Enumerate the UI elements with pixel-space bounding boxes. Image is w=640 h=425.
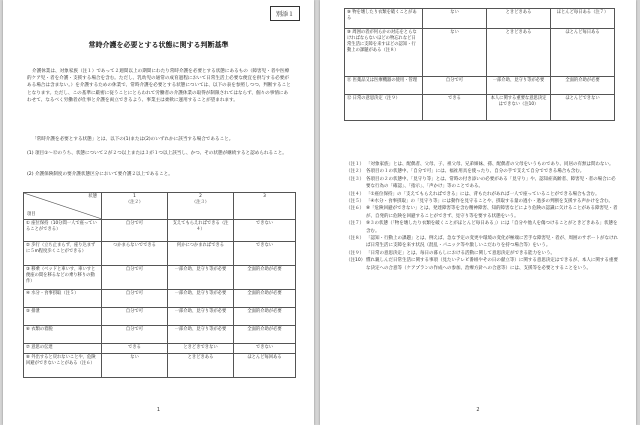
note-item: （注２） 各項目の１の状態中、「自分で可」には、福祉用具を使ったり、自分の手で支えて自分でできる場合も含む。 [346, 169, 585, 175]
table-row: ⑦ 意思の伝達 できる ときどきできない できない [24, 344, 296, 354]
note-item: （注８） 「認知・行動上の課題」とは、例えば、急な予定の変更や環境の変化が極端に苦手な障害児・者が、周囲のサポートがなければ日常生活に支障を来す状況（混乱・パニック等や激しいこだわりを持つ場合等）をいう。 [346, 236, 618, 249]
document-title: 常時介護を必要とする状態に関する判断基準 [88, 41, 229, 49]
table-row: ⑫ 日常の意思決定（注９） できる 本人に関する重要な意思決定はできない（注10） ほとんどできない [345, 95, 615, 121]
note-item: （注５） 「④水分・食事摂取」の「見守り等」には動作を見守ることや、摂取する量の過小・過多の判断を支援する声かけを含む。 [346, 199, 613, 205]
note-item: （注６） ⑧「危険回避ができない」とは、発達障害等を含む精神障害、知的障害などにより危険の認識に欠けることがある障害児・者が、自発的に危険を回避することができず、見守り等を要する状態をいう。 [346, 206, 618, 219]
page-number: 2 [476, 407, 480, 413]
header-item-label: 項目 [27, 212, 36, 217]
document-page-2 [320, 0, 636, 425]
table-row: ⑪ 医薬品又は医療機器の使用・管理 自分で可 一部介助、見守り等が必要 全面的介助が必要 [345, 77, 615, 95]
note-item: （注９） 「日常の意思決定」とは、毎日の暮らしにおける活動に関して意思決定ができる能力をいう。 [346, 250, 555, 256]
table-row: ⑤ 排泄 自分で可 一部介助、見守り等が必要 全面的介助が必要 [24, 308, 296, 326]
intro-paragraph: 介護休業は、対象家族（注１）であって２週間以上の期間にわたり常時介護を必要とする状態にあるもの（障害児・者や医療的ケア児・者を介護・支援する場合を含む。ただし、乳幼児の通常の成育過程において日常生活上必要な便宜を供与する必要がある場合は含まない。）を介護するための休業で、常時介護を必要とする状態については、以下の表を参照しつつ、判断することとなります。ただし、この基準に厳密に従うことにとらわれて労働者の介護休業の取得が制限されてはならず、個々の事情にあわせて、なるべく労働者が仕事と介護を両立できるよう、事業主は柔軟に運用することが望まれます。 [27, 69, 291, 103]
table-row: ① 座位保持（10分間一人で座っていることができる） 自分で可 支えてもらえればできる（注４） できない [24, 220, 296, 242]
table-row: ⑩ 周囲の者が何らかの対応をとらなければならないほどの物忘れなど日常生活に支障を来すほどの認知・行動上の課題がある（注８） ない ときどきある ほとんど毎日ある [345, 29, 615, 77]
table-corner-header [24, 193, 102, 220]
criterion-item-2: (2) 介護保険制度の要介護状態区分において要介護２以上であること。 [27, 172, 173, 177]
assessment-table-continued [344, 8, 615, 121]
header-state-label: 状態 [88, 194, 97, 199]
definition-paragraph: 「常時介護を必要とする状態」とは、以下の(1)または(2)のいずれかに該当する場合であること。 [32, 137, 234, 142]
table-row: ⑨ 物を壊したり衣類を破くことがある ない ときどきある ほとんど毎日ある（注７） [345, 9, 615, 29]
note-item: （注３） 各項目の２の状態中、「見守り等」とは、常時の付き添いの必要がある「見守り」や、認知症高齢者、障害児・者の場合に必要な行為の「確認」、「指示」、「声かけ」等のことである。 [346, 176, 616, 190]
table-row: ⑥ 衣類の着脱 自分で可 一部介助、見守り等が必要 全面的介助が必要 [24, 326, 296, 344]
column-header-1: 1 （注２） [102, 193, 168, 220]
note-item: （注７） ⑨３の状態（「物を壊したり衣類を破くことがほとんど毎日ある」）には「自分や他人を傷つけることがときどきある」状態を含む。 [346, 221, 618, 234]
column-header-3: 3 [234, 193, 296, 220]
notes-list [346, 161, 618, 272]
table-row: ④ 水分・食事摂取（注５） 自分で可 一部介助、見守り等が必要 全面的介助が必要 [24, 290, 296, 308]
table-row: ③ 移乗（ベッドと車いす、車いすと便座の間を移るなどの乗り移りの動作） 自分で可 一部介助、見守り等が必要 全面的介助が必要 [24, 266, 296, 290]
note-item: （注１） 「対象家族」とは、配偶者、父母、子、祖父母、兄弟姉妹、孫、配偶者の父母をいうものであり、同居の有無は問わない。 [346, 162, 614, 167]
assessment-table [23, 192, 296, 378]
table-row: ② 歩行（立ち止まらず、座り込まずに５m程度歩くことができる） つかまらないでできる 何かにつかまればできる できない [24, 242, 296, 266]
document-page-1 [3, 0, 314, 425]
page-number: 1 [156, 407, 161, 413]
table-row: ⑧ 外出すると戻れないことや、危険回避ができないことがある（注６） ない ときどきある ほとんど毎回ある [24, 354, 296, 378]
attachment-label: 別添１ [270, 6, 300, 21]
criterion-item-1: (1) 項目①～⑫のうち、状態について２が２つ以上または３が１つ以上該当し、かつ、その状態が継続すると認められること。 [27, 151, 287, 156]
note-item: （注４） 「①座位保持」の「支えてもらえればできる」には、背もたれがあれば一人で座っていることができる場合も含む。 [346, 191, 600, 197]
note-item: （注10） 慣れ親しんだ日常生活に関する事項（見たいテレビ番組やその日の献立等）に関する意思決定はできるが、本人に関する重要な決定への合意等（ケアプランの作成への参加、治療方針への合意等）には、支援等を必要とすることをいう。 [346, 258, 618, 271]
column-header-2: 2 （注３） [168, 193, 234, 220]
